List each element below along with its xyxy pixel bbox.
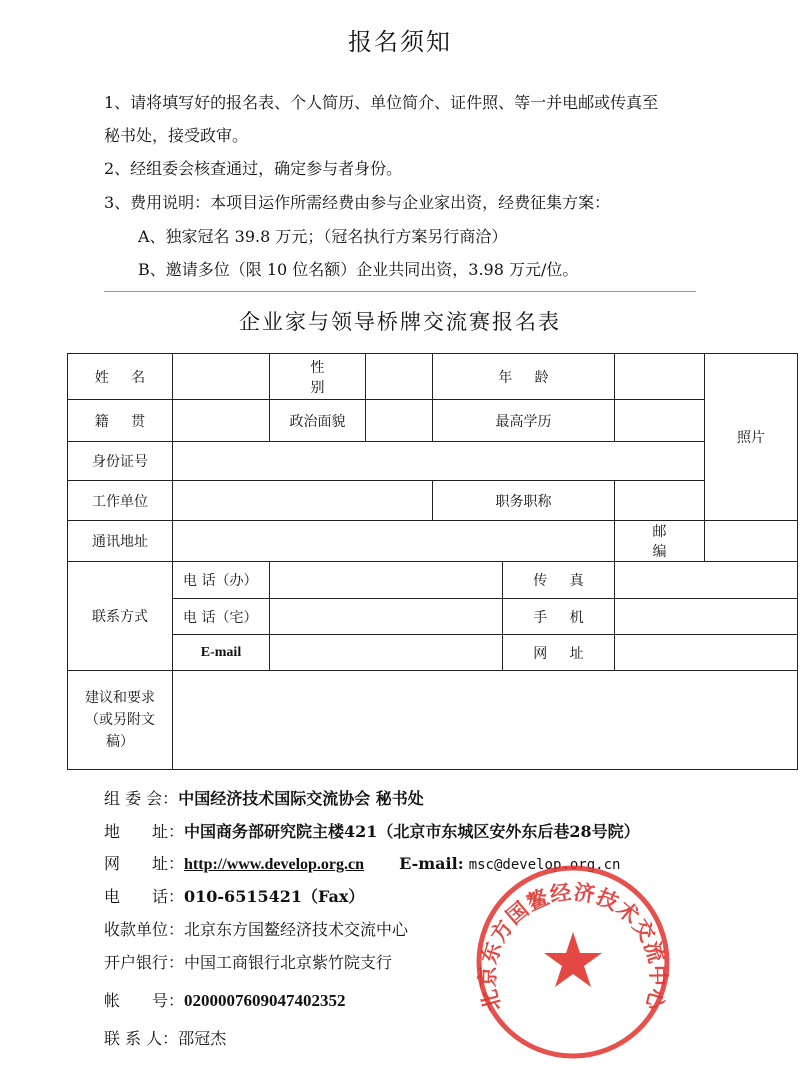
phone-home-label: 电 话（宅） <box>173 599 270 635</box>
account-label: 帐 号： <box>104 991 185 1010</box>
education-label: 最高学历 <box>433 400 615 442</box>
suggestions-field[interactable] <box>173 671 798 770</box>
contact-person-value: 邵冠杰 <box>178 1029 227 1048</box>
contact-label: 联系方式 <box>68 562 173 671</box>
org-phone-value: 010-6515421（Fax） <box>184 887 365 906</box>
svg-text:北京东方国鳌经济技术交流中心: 北京东方国鳌经济技术交流中心 <box>475 880 671 1014</box>
education-field[interactable] <box>615 400 705 442</box>
gender-label: 性别 <box>270 354 366 400</box>
position-field[interactable] <box>615 481 705 521</box>
postcode-field[interactable] <box>705 521 798 562</box>
photo-box[interactable]: 照片 <box>705 354 798 521</box>
fax-field[interactable] <box>615 562 798 599</box>
email-label: E-mail <box>173 635 270 671</box>
seal-star-icon <box>544 932 602 987</box>
political-status-label: 政治面貌 <box>270 400 366 442</box>
contact-person-label: 联 系 人： <box>104 1029 179 1048</box>
phone-home-field[interactable] <box>270 599 503 635</box>
notice-option-b: B、邀请多位（限 10 位名额）企业共同出资，3.98 万元/位。 <box>138 260 579 279</box>
age-field[interactable] <box>615 354 705 400</box>
notice-item-3: 3、费用说明：本项目运作所需经费由参与企业家出资，经费征集方案： <box>104 193 611 212</box>
mobile-label: 手机 <box>503 599 615 635</box>
section-divider <box>104 291 696 292</box>
committee-row <box>104 786 424 809</box>
age-label: 年龄 <box>433 354 615 400</box>
website-label: 网址 <box>503 635 615 671</box>
payee-value: 北京东方国鳌经济技术交流中心 <box>184 920 409 939</box>
political-status-field[interactable] <box>366 400 433 442</box>
gender-field[interactable] <box>366 354 433 400</box>
payee-row <box>104 917 408 940</box>
position-label: 职务职称 <box>433 481 615 521</box>
postcode-label: 邮编 <box>615 521 705 562</box>
phone-office-label: 电 话（办） <box>173 562 270 599</box>
native-place-label: 籍贯 <box>68 400 173 442</box>
org-website-label: 网 址： <box>104 854 185 873</box>
notice-option-a: A、独家冠名 39.8 万元；（冠名执行方案另行商洽） <box>138 227 508 246</box>
form-title: 企业家与领导桥牌交流赛报名表 <box>239 310 561 334</box>
payee-label: 收款单位： <box>104 920 185 939</box>
name-field[interactable] <box>173 354 270 400</box>
notice-title: 报名须知 <box>348 28 452 56</box>
org-phone-label: 电 话： <box>104 887 185 906</box>
bank-label: 开户银行： <box>104 953 185 972</box>
org-address-value: 中国商务部研究院主楼421（北京市东城区安外东后巷28号院） <box>184 822 640 841</box>
org-email-label: E-mail: <box>399 854 464 873</box>
bank-value: 中国工商银行北京紫竹院支行 <box>184 953 393 972</box>
website-field[interactable] <box>615 635 798 671</box>
address-row <box>104 819 640 842</box>
mobile-field[interactable] <box>615 599 798 635</box>
notice-item-1: 1、请将填写好的报名表、个人简历、单位简介、证件照、等一并电邮或传真至 <box>104 93 659 112</box>
employer-field[interactable] <box>173 481 433 521</box>
org-email-value[interactable]: msc@develop.org.cn <box>468 857 621 873</box>
employer-label: 工作单位 <box>68 481 173 521</box>
org-address-label: 地 址： <box>104 822 185 841</box>
bank-row <box>104 950 392 973</box>
organization-seal <box>473 862 673 1062</box>
registration-form <box>67 353 798 770</box>
id-number-field[interactable] <box>173 442 705 481</box>
phone-office-field[interactable] <box>270 562 503 599</box>
id-number-label: 身份证号 <box>68 442 173 481</box>
email-field[interactable] <box>270 635 503 671</box>
address-label: 通讯地址 <box>68 521 173 562</box>
committee-value: 中国经济技术国际交流协会 秘书处 <box>178 789 424 808</box>
phone-row <box>104 884 364 907</box>
name-label: 姓名 <box>68 354 173 400</box>
committee-label: 组 委 会： <box>104 789 179 808</box>
fax-label: 传真 <box>503 562 615 599</box>
address-field[interactable] <box>173 521 615 562</box>
account-value: 0200007609047402352 <box>184 991 346 1010</box>
native-place-field[interactable] <box>173 400 270 442</box>
notice-item-2: 2、经组委会核查通过，确定参与者身份。 <box>104 159 403 178</box>
org-website-link[interactable]: http://www.develop.org.cn <box>184 856 365 873</box>
notice-item-1-cont: 秘书处，接受政审。 <box>104 126 249 145</box>
account-row <box>104 988 346 1011</box>
contact-person-row <box>104 1026 226 1049</box>
suggestions-label: 建议和要求（或另附文稿） <box>68 671 173 770</box>
